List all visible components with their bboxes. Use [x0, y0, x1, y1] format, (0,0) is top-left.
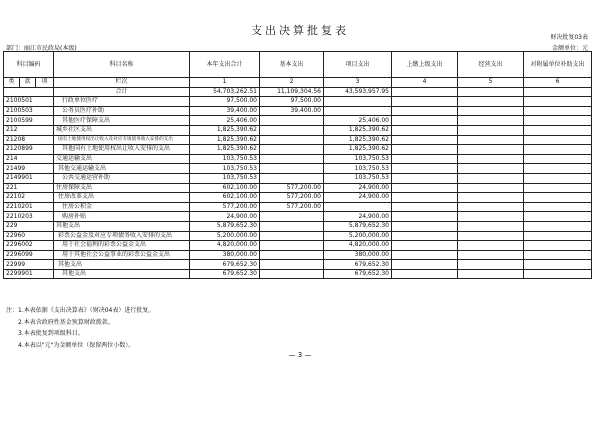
row-name: 用于其他社会公益事业的彩票公益金支出 [54, 250, 190, 260]
empty-cell [458, 202, 524, 212]
table-row [4, 135, 592, 145]
row-project [324, 106, 392, 116]
row-total: 103,750.53 [190, 164, 260, 174]
empty-cell [458, 183, 524, 193]
empty-cell [524, 212, 592, 222]
row-total: 24,900.00 [190, 212, 260, 222]
row-name: 其他支出 [54, 260, 190, 270]
empty-cell [458, 116, 524, 126]
empty-cell [392, 202, 458, 212]
row-basic: 39,400.00 [260, 106, 324, 116]
empty-cell [524, 154, 592, 164]
page-title: 支出决算批复表 [251, 24, 349, 37]
empty-cell [392, 106, 458, 116]
empty-cell [524, 231, 592, 241]
row-code: 22960 [4, 231, 54, 241]
table-row [4, 106, 592, 116]
row-project: 679,652.30 [324, 269, 392, 279]
col-num: 5 [458, 78, 524, 88]
empty-cell [392, 173, 458, 183]
total-amount: 54,703,262.51 [190, 87, 260, 97]
empty-cell [524, 145, 592, 155]
empty-cell [524, 173, 592, 183]
col-num: 1 [190, 78, 260, 88]
row-total: 1,825,390.62 [190, 125, 260, 135]
row-name: 公共交通运营补助 [54, 173, 190, 183]
row-total: 39,400.00 [190, 106, 260, 116]
empty-cell [392, 193, 458, 203]
row-total: 602,100.00 [190, 193, 260, 203]
row-code: 2210203 [4, 212, 54, 222]
empty-cell [458, 135, 524, 145]
row-code: 2296002 [4, 241, 54, 251]
total-row [4, 87, 592, 97]
row-code: 22999 [4, 260, 54, 270]
row-total: 25,406.00 [190, 116, 260, 126]
row-code: 2100599 [4, 116, 54, 126]
table-row [4, 212, 592, 222]
page-number: — 3 — [288, 351, 312, 359]
table-row [4, 260, 592, 270]
row-basic [260, 164, 324, 174]
empty-cell [524, 125, 592, 135]
table-row [4, 250, 592, 260]
empty-cell [392, 164, 458, 174]
row-project: 679,652.30 [324, 260, 392, 270]
col-num: 4 [392, 78, 458, 88]
empty-cell [524, 135, 592, 145]
empty-cell [392, 250, 458, 260]
header-lei: 类 [4, 78, 20, 88]
row-project: 25,406.00 [324, 116, 392, 126]
empty-cell [458, 241, 524, 251]
note-1: 注：1.本表依据《支出决算表》（财决04表）进行批复。 [6, 307, 155, 314]
row-code: 212 [4, 125, 54, 135]
header-upper: 上缴上级支出 [392, 52, 458, 78]
col-num: 3 [324, 78, 392, 88]
empty-cell [524, 164, 592, 174]
empty-cell [524, 106, 592, 116]
row-basic [260, 221, 324, 231]
row-total: 602,100.00 [190, 183, 260, 193]
empty-cell [524, 250, 592, 260]
row-name: 其他医疗保障支出 [54, 116, 190, 126]
table-row [4, 269, 592, 279]
row-name: 住房公积金 [54, 202, 190, 212]
row-project: 380,000.00 [324, 250, 392, 260]
row-code: 2149901 [4, 173, 54, 183]
empty-cell [392, 241, 458, 251]
row-basic [260, 125, 324, 135]
empty-cell [392, 260, 458, 270]
empty-cell [458, 212, 524, 222]
header-project: 项目支出 [324, 52, 392, 78]
row-code: 229 [4, 221, 54, 231]
row-project: 24,900.00 [324, 183, 392, 193]
empty-cell [392, 135, 458, 145]
row-total: 103,750.53 [190, 173, 260, 183]
table-row [4, 221, 592, 231]
row-project: 24,900.00 [324, 212, 392, 222]
header-kuan: 款 [20, 78, 36, 88]
empty-cell [458, 164, 524, 174]
row-project [324, 97, 392, 107]
row-basic [260, 154, 324, 164]
row-code: 2120899 [4, 145, 54, 155]
row-name: 行政单位医疗 [54, 97, 190, 107]
empty-cell [524, 221, 592, 231]
table-row [4, 116, 592, 126]
note-4: 4.本表以"元"为金额单位（保留两位小数）。 [18, 341, 135, 349]
row-project: 1,825,390.62 [324, 145, 392, 155]
empty-cell [392, 269, 458, 279]
row-name: 住房保障支出 [54, 183, 190, 193]
row-total: 679,652.30 [190, 260, 260, 270]
row-code: 2210201 [4, 202, 54, 212]
row-basic [260, 241, 324, 251]
empty-cell [458, 173, 524, 183]
table-row [4, 193, 592, 203]
row-project: 4,820,000.00 [324, 241, 392, 251]
row-basic: 97,500.00 [260, 97, 324, 107]
row-code: 2296099 [4, 250, 54, 260]
total-label: 合计 [54, 87, 190, 97]
row-code: 2299901 [4, 269, 54, 279]
empty-cell [458, 106, 524, 116]
table-row [4, 164, 592, 174]
row-basic [260, 173, 324, 183]
empty-cell [392, 125, 458, 135]
empty-cell [524, 260, 592, 270]
row-code: 22102 [4, 193, 54, 203]
row-total: 103,750.53 [190, 154, 260, 164]
row-project: 1,825,390.62 [324, 125, 392, 135]
col-num: 6 [524, 78, 592, 88]
row-basic: 577,200.00 [260, 202, 324, 212]
row-project: 103,750.53 [324, 164, 392, 174]
row-project [324, 202, 392, 212]
empty-cell [458, 250, 524, 260]
empty-cell [524, 116, 592, 126]
empty-cell [458, 193, 524, 203]
row-total: 1,825,390.62 [190, 135, 260, 145]
total-basic: 11,109,304.56 [260, 87, 324, 97]
table-row [4, 202, 592, 212]
header-subsidy: 对附属单位补助支出 [524, 52, 592, 78]
row-total: 1,825,390.62 [190, 145, 260, 155]
empty-cell [392, 145, 458, 155]
row-total: 4,820,000.00 [190, 241, 260, 251]
empty-cell [392, 231, 458, 241]
empty-cell [458, 231, 524, 241]
row-basic [260, 231, 324, 241]
empty-cell [392, 116, 458, 126]
empty-cell [458, 125, 524, 135]
row-basic: 577,200.00 [260, 193, 324, 203]
row-name: 国有土地使用权出让收入及对应专项债务收入安排的支出 [54, 135, 190, 145]
row-code: 21499 [4, 164, 54, 174]
row-code: 2100501 [4, 97, 54, 107]
empty-cell [458, 260, 524, 270]
row-name: 彩票公益金及对应专项债务收入安排的支出 [54, 231, 190, 241]
row-code: 21208 [4, 135, 54, 145]
header-basic: 基本支出 [260, 52, 324, 78]
row-project: 103,750.53 [324, 173, 392, 183]
row-project: 103,750.53 [324, 154, 392, 164]
row-total: 5,200,000.00 [190, 231, 260, 241]
row-name: 其他支出 [54, 269, 190, 279]
empty-cell [524, 202, 592, 212]
row-name: 城乡社区支出 [54, 125, 190, 135]
empty-cell [524, 193, 592, 203]
empty-cell [458, 154, 524, 164]
row-name: 购房补贴 [54, 212, 190, 222]
column-label: 栏次 [54, 78, 190, 88]
empty-cell [524, 241, 592, 251]
col-num: 2 [260, 78, 324, 88]
empty-cell [524, 183, 592, 193]
empty-cell [392, 97, 458, 107]
row-name: 公务员医疗补助 [54, 106, 190, 116]
empty-cell [458, 145, 524, 155]
row-name: 其他国有土地使用权出让收入安排的支出 [54, 145, 190, 155]
row-basic [260, 269, 324, 279]
row-code: 2100503 [4, 106, 54, 116]
empty-cell [458, 221, 524, 231]
empty-cell [392, 154, 458, 164]
empty-cell [524, 97, 592, 107]
row-name: 用于社会福利的彩票公益金支出 [54, 241, 190, 251]
row-total: 380,000.00 [190, 250, 260, 260]
empty-cell [392, 183, 458, 193]
table-row [4, 241, 592, 251]
header-operating: 经营支出 [458, 52, 524, 78]
note-2: 2.本表含政府性基金预算财政拨款。 [18, 318, 114, 326]
row-name: 住房改革支出 [54, 193, 190, 203]
row-total: 577,200.00 [190, 202, 260, 212]
total-project: 43,593,957.95 [324, 87, 392, 97]
table-row [4, 145, 592, 155]
table-row [4, 183, 592, 193]
row-basic [260, 250, 324, 260]
header-xiang: 项 [36, 78, 54, 88]
row-project: 5,879,652.30 [324, 221, 392, 231]
table-row [4, 125, 592, 135]
row-name: 交通运输支出 [54, 154, 190, 164]
unit-label: 金额单位：元 [551, 45, 588, 52]
table-row [4, 231, 592, 241]
row-basic [260, 145, 324, 155]
column-number-row [4, 78, 592, 88]
note-3: 3.本表批复到项级科目。 [18, 330, 84, 337]
header-code: 科目编码 [4, 52, 54, 78]
empty-cell [392, 221, 458, 231]
row-basic [260, 116, 324, 126]
row-name: 其他支出 [54, 221, 190, 231]
notes [6, 305, 154, 351]
expenditure-table [3, 51, 592, 279]
department-label: 部门：丽江市民政局(本级) [6, 45, 77, 52]
row-project: 5,200,000.00 [324, 231, 392, 241]
empty-cell [458, 97, 524, 107]
table-row [4, 154, 592, 164]
table-row [4, 97, 592, 107]
empty-cell [524, 269, 592, 279]
header-total: 本年支出合计 [190, 52, 260, 78]
row-basic [260, 135, 324, 145]
row-basic [260, 212, 324, 222]
header-row [4, 52, 592, 78]
row-code: 221 [4, 183, 54, 193]
form-id: 财决批复03表 [550, 34, 588, 41]
empty-cell [458, 269, 524, 279]
row-project: 24,900.00 [324, 193, 392, 203]
header-name: 科目名称 [54, 52, 190, 78]
row-project: 1,825,390.62 [324, 135, 392, 145]
row-name: 其他交通运输支出 [54, 164, 190, 174]
row-basic [260, 260, 324, 270]
row-total: 5,879,652.30 [190, 221, 260, 231]
row-total: 679,652.30 [190, 269, 260, 279]
table-row [4, 173, 592, 183]
empty-cell [392, 212, 458, 222]
row-total: 97,500.00 [190, 97, 260, 107]
row-basic: 577,200.00 [260, 183, 324, 193]
row-code: 214 [4, 154, 54, 164]
